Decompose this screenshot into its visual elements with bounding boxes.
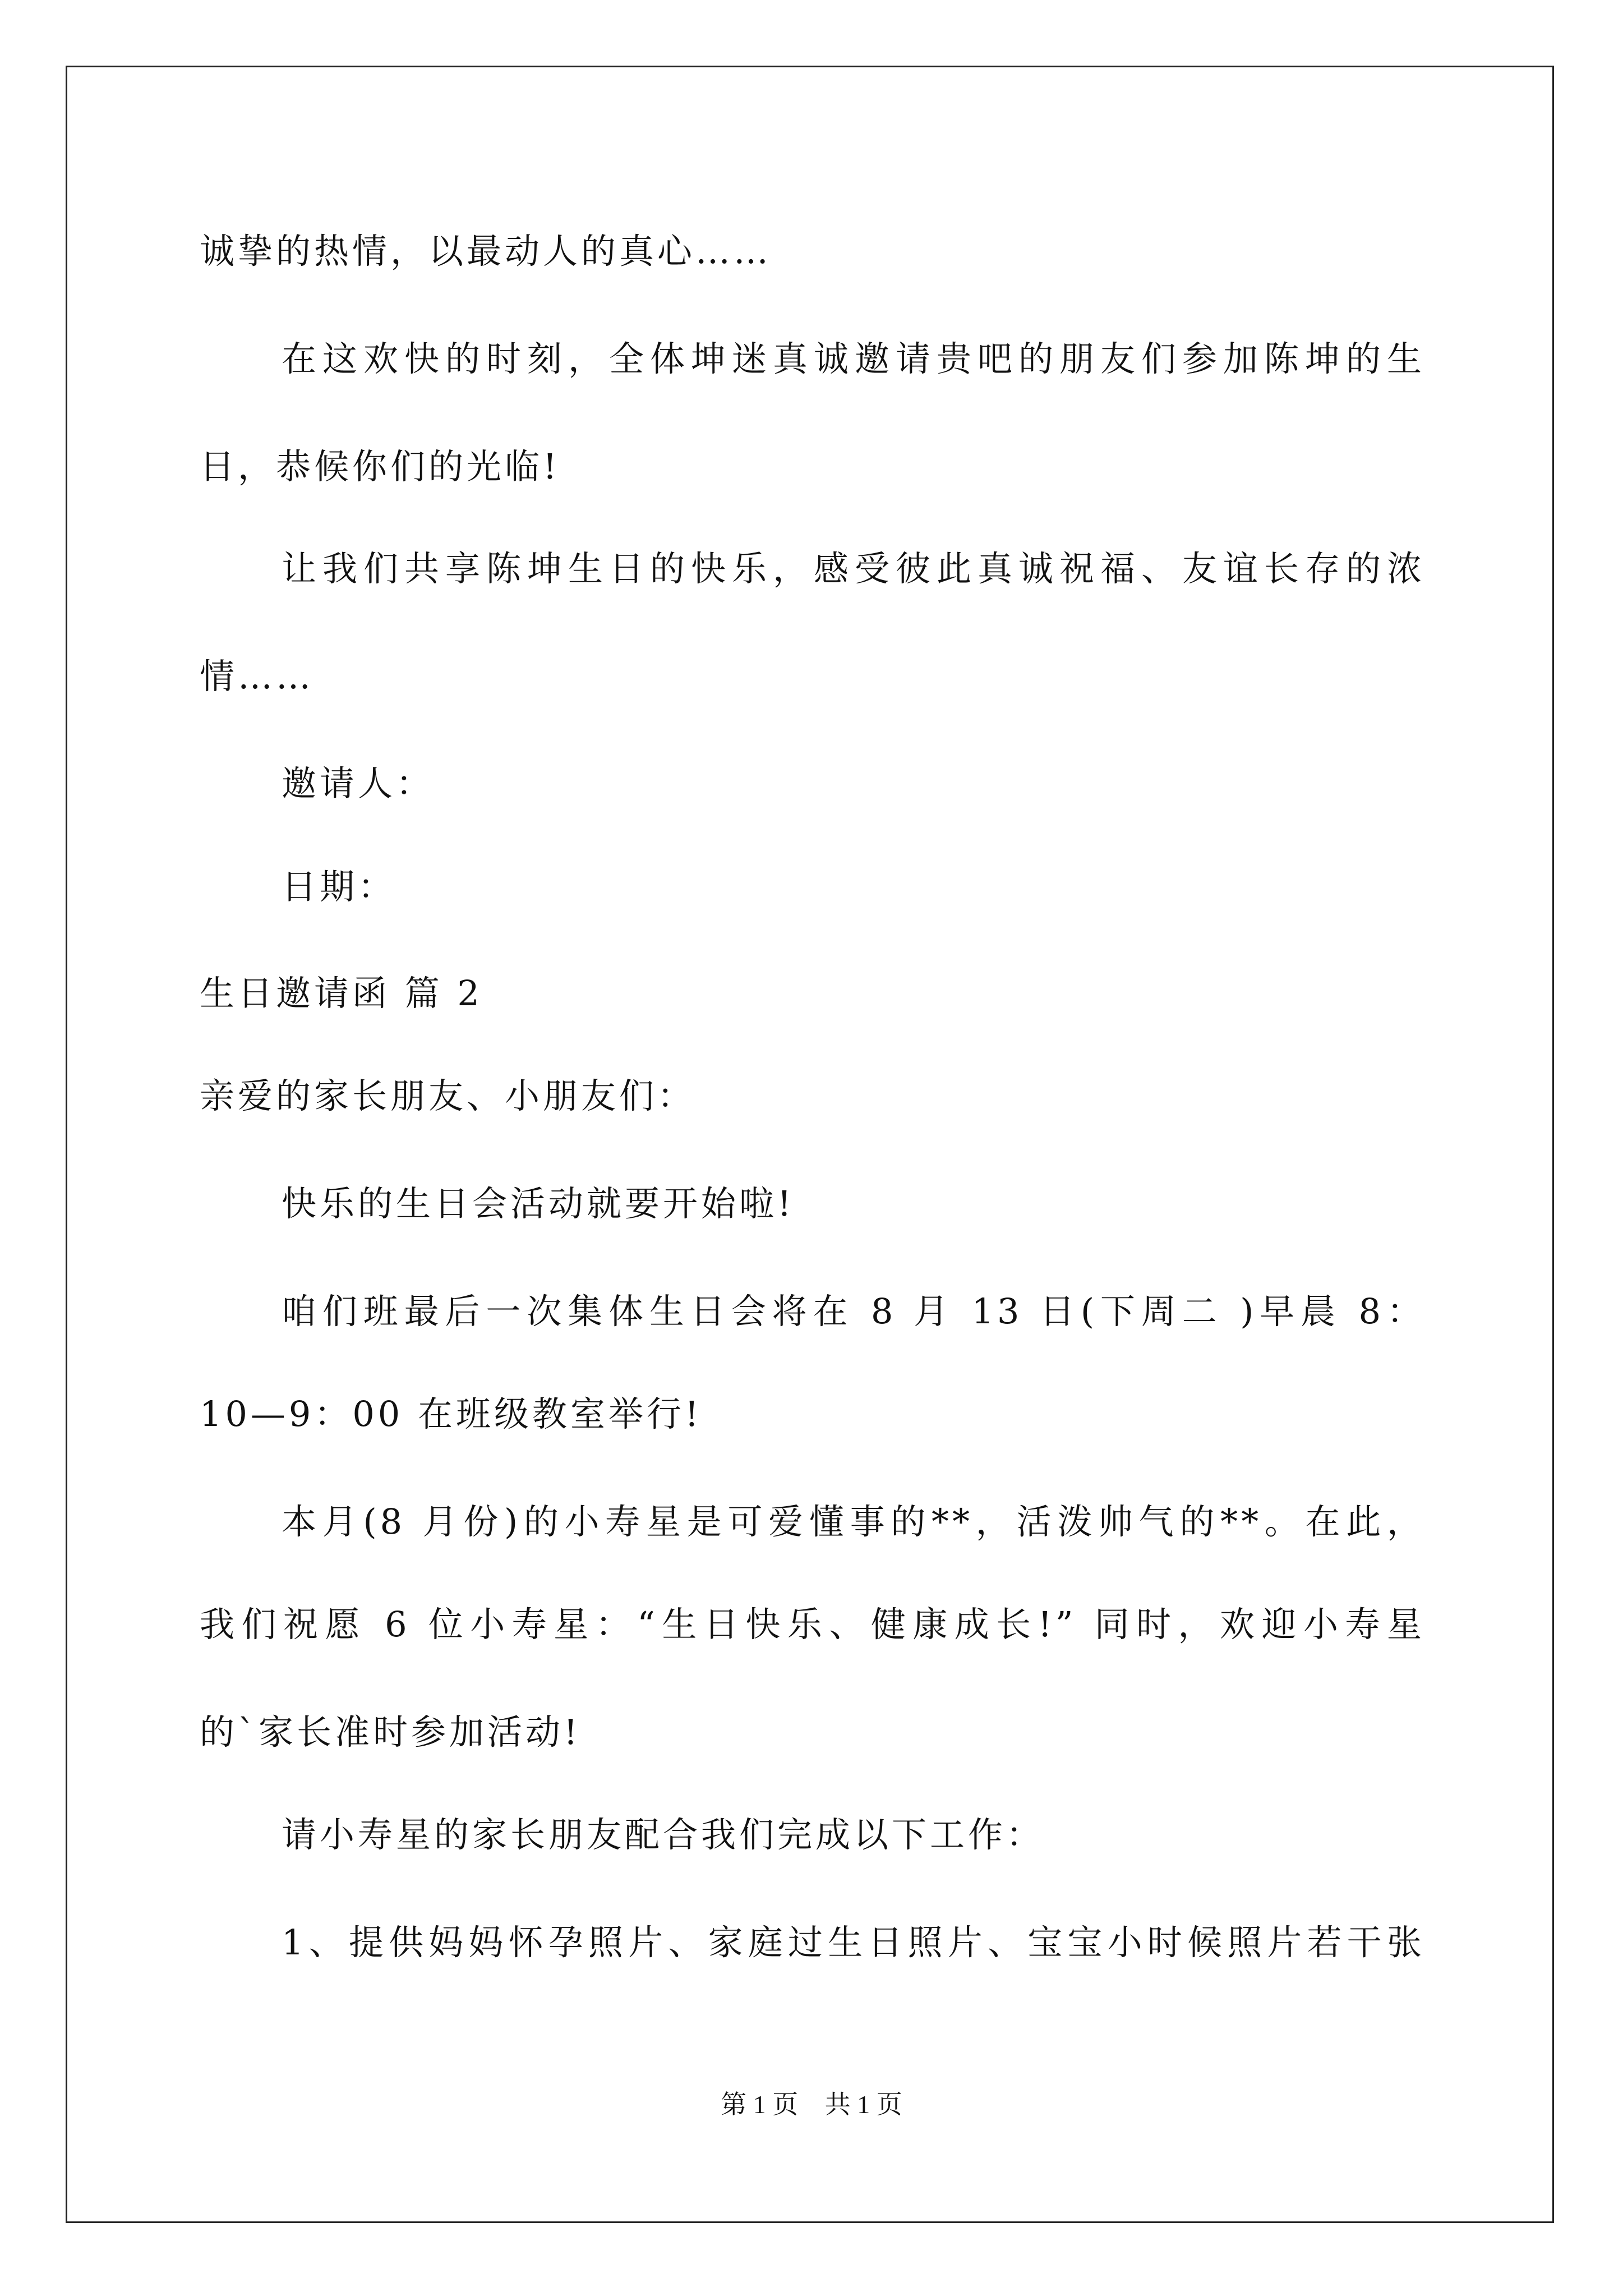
text-line: 快乐的生日会活动就要开始啦! bbox=[282, 1183, 795, 1224]
text-line: 我们祝愿 6 位小寿星：“生日快乐、健康成长!” 同时，欢迎小寿星 bbox=[200, 1604, 1425, 1645]
text-line: 诚挚的热情，以最动人的真心…… bbox=[200, 231, 772, 272]
text-line: 咱们班最后一次集体生日会将在 8 月 13 日(下周二 )早晨 8： bbox=[282, 1291, 1425, 1332]
text-line: 1、提供妈妈怀孕照片、家庭过生日照片、宝宝小时候照片若干张 bbox=[282, 1922, 1425, 1963]
text-line: 的`家长准时参加活动! bbox=[200, 1711, 581, 1752]
text-line: 日期： bbox=[282, 866, 396, 907]
page-border bbox=[66, 66, 1554, 2223]
section-heading: 生日邀请函 篇 2 bbox=[200, 973, 483, 1014]
text-line: 本月(8 月份)的小寿星是可爱懂事的**，活泼帅气的**。在此， bbox=[282, 1501, 1425, 1542]
text-line: 请小寿星的家长朋友配合我们完成以下工作： bbox=[282, 1814, 1045, 1855]
page-number: 第 1 页 bbox=[721, 2090, 799, 2119]
page-footer bbox=[0, 2088, 1623, 2122]
text-line: 日，恭候你们的光临! bbox=[200, 446, 560, 487]
page-total: 共 1 页 bbox=[824, 2090, 902, 2119]
text-line: 让我们共享陈坤生日的快乐，感受彼此真诚祝福、友谊长存的浓 bbox=[282, 548, 1425, 589]
text-line: 邀请人： bbox=[282, 763, 435, 804]
text-line: 10—9：00 在班级教室举行! bbox=[200, 1393, 702, 1434]
text-line: 在这欢快的时刻，全体坤迷真诚邀请贵吧的朋友们参加陈坤的生 bbox=[282, 338, 1425, 379]
text-line: 情…… bbox=[200, 656, 315, 697]
salutation: 亲爱的家长朋友、小朋友们： bbox=[200, 1075, 696, 1116]
